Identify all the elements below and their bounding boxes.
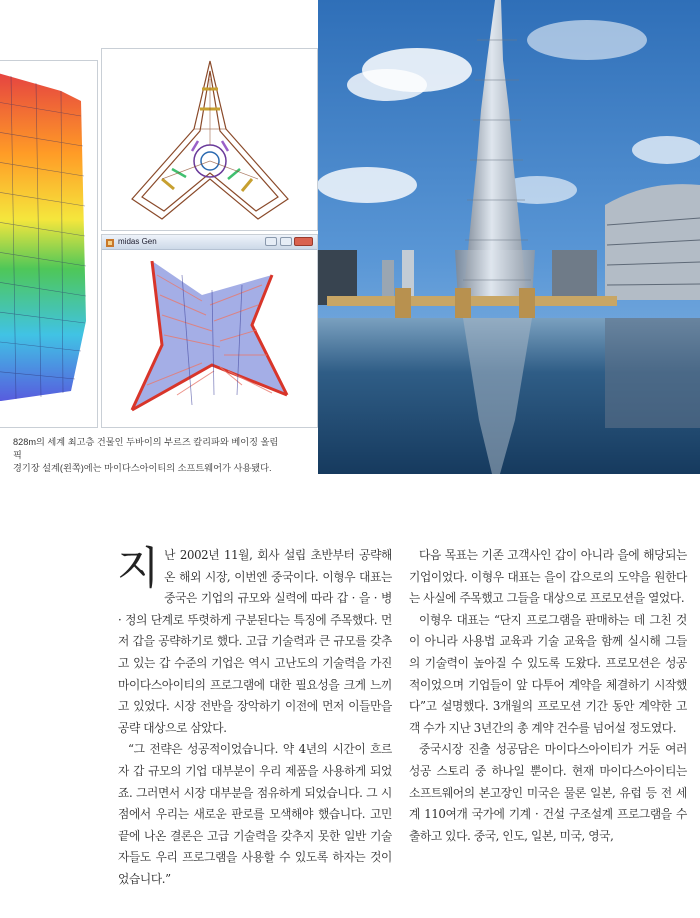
article-column-right	[409, 545, 687, 847]
burj-khalifa-photo	[287, 0, 700, 474]
paragraph	[118, 545, 392, 739]
paragraph: 중국시장 진출 성공담은 마이다스아이티가 거둔 여러 성공 스토리 중 하나일 뿐이다. 현재 마이다스아이티는 소프트웨어의 본고장인 미국은 물론 일본, 유럽 등 전 세계 110여개 국가에 기계 · 건설 구조설계 프로그램을 수출하고 있다. 중국, 인도, 일본, 미국, 영국,	[409, 742, 687, 843]
plan-model-window	[101, 48, 318, 231]
caption-line-1: 828m의 세계 최고층 건물인 두바이의 부르즈 칼리파와 베이징 올림픽	[13, 437, 279, 460]
caption-line-2: 경기장 설계(왼쪽)에는 마이다스아이티의 소프트웨어가 사용됐다.	[13, 463, 272, 473]
figure-caption	[13, 436, 283, 475]
midas-gen-window	[101, 234, 318, 428]
paragraph: 이형우 대표는 “단지 프로그램을 판매하는 데 그친 것이 아니라 사용법 교육과 기술 교육을 함께 실시해 그들의 기술력이 높아질 수 있도록 도왔다. 프로모션은 성공적이었으며 기업들이 앞 다투어 계약을 체결하기 시작했다”고 설명했다. 3개월의 프로모션 기간 동안 계약한 고객 수가 지난 3년간의 총 계약 건수를 넘어설 정도였다.	[409, 612, 687, 735]
article-column-left	[118, 545, 392, 891]
structural-model-figure	[0, 0, 318, 474]
drop-cap: 지	[117, 543, 160, 594]
paragraph-text: 난 2002년 11월, 회사 설립 초반부터 공략해온 해외 시장, 이번엔 중국이다. 이형우 대표는 중국은 기업의 규모와 실력에 따라 갑 · 을 · 병 · 정의 단계로 뚜렷하게 구분된다는 특징에 주목했다. 먼저 갑을 공략하기로 했다. 고급 기술력과 큰 규모를 갖추고 있는 갑 수준의 기업은 역시 고난도의 기술력을 가진 마이다스아이티의 프로그램에 대한 필요성을 크게 느끼고 있었다. 시장 전반을 장악하기 이전에 먼저 이들만을 공략 대상으로 삼았다.	[118, 548, 392, 735]
paragraph: “그 전략은 성공적이었습니다. 약 4년의 시간이 흐르자 갑 규모의 기업 대부분이 우리 제품을 사용하게 되었죠. 그러면서 시장 대부분을 점유하게 되었습니다. 그 시점에서 우리는 새로운 판로를 모색해야 했습니다. 고민 끝에 나온 결론은 고급 기술력을 갖추지 못한 일반 기술자들도 우리 프로그램을 사용할 수 있도록 하자는 것이었습니다.”	[118, 742, 392, 886]
window-title: midas Gen	[118, 237, 157, 246]
stress-model-window	[0, 60, 98, 428]
paragraph: 다음 목표는 기존 고객사인 갑이 아니라 을에 해당되는 기업이었다. 이형우 대표는 을이 갑으로의 도약을 원한다는 사실에 주목했고 그들을 대상으로 프로모션을 열었다.	[409, 548, 687, 606]
